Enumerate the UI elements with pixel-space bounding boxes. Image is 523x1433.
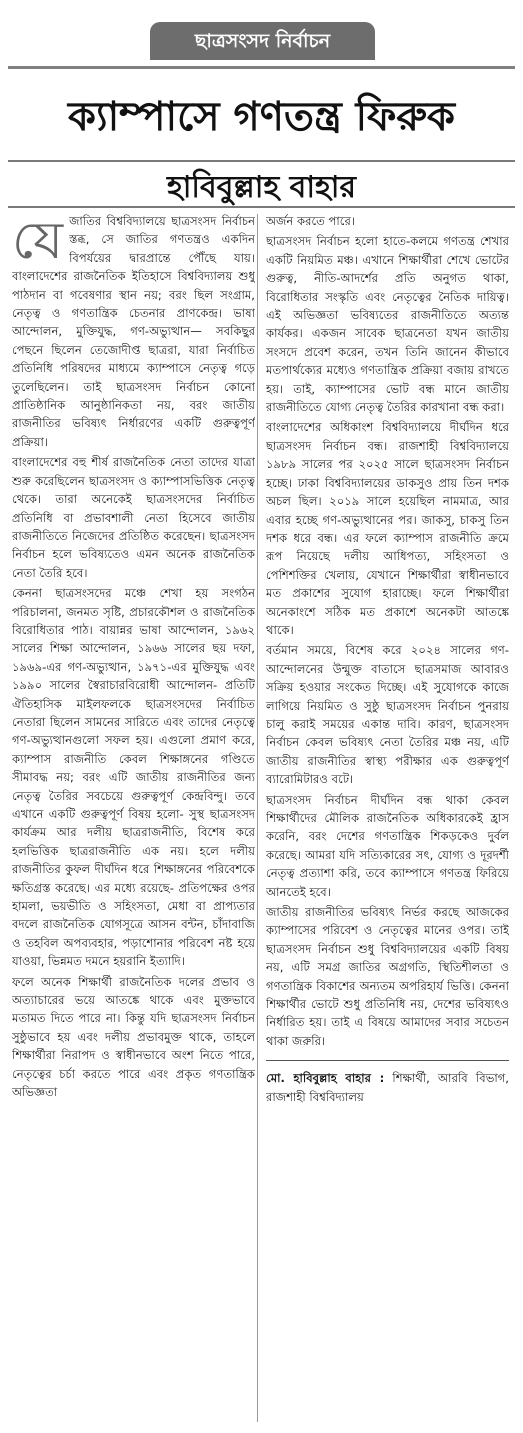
section-label: ছাত্রসংসদ নির্বাচন [150, 22, 375, 60]
headline-divider [8, 160, 515, 162]
left-column [12, 212, 255, 1427]
byline-divider [8, 206, 515, 208]
paragraph: বাংলাদেশের অধিকাংশ বিশ্ববিদ্যালয়ে দীর্ঘদিন ধরে ছাত্রসংসদ নির্বাচন বন্ধ। রাজশাহী বিশ্ববিদ্যালয়ে ১৯৮৯ সালের পর ২০২৫ সালে ছাত্রসংসদ নির্বাচন হচ্ছে। ঢাকা বিশ্ববিদ্যালয়ের ডাকসুও প্রায় তিন দশক অচল ছিল। ২০১৯ সালে হয়েছিল নামমাত্র, আর এবার হচ্ছে গণ-অভ্যুত্থানের পর। জাকসু, চাকসু তিন দশক ধরে বন্ধ। এর ফলে ক্যাম্পাস রাজনীতি ক্রমে রূপ নিয়েছে দলীয় আধিপত্য, সহিংসতা ও পেশিশক্তির খেলায়, যেখানে শিক্ষার্থীরা স্বাধীনভাবে মত প্রকাশের সুযোগ হারাচ্ছে। ফলে শিক্ষার্থীরা অনেকাংশে সঠিক মত প্রকাশে অনেকটা আতঙ্কে থাকে। [266, 420, 509, 637]
section-rule [8, 66, 515, 69]
paragraph: অর্জন করতে পারে। [266, 214, 355, 228]
paragraph: ছাত্রসংসদ নির্বাচন হলো হাতে-কলমে গণতন্ত্র শেখার একটি নিয়মিত মঞ্চ। এখানে শিক্ষার্থীরা শেখে ভোটের গুরুত্ব, নীতি-আদর্শের প্রতি অনুগত থাকা, বিরোধিতার সংস্কৃতি এবং নেতৃত্বের নৈতিক দায়িত্ব। এই অভিজ্ঞতা ভবিষ্যতের রাজনীতিতে অত্যন্ত কার্যকর। একজন সাবেক ছাত্রনেতা যখন জাতীয় সংসদে প্রবেশ করেন, তখন তিনি জানেন কীভাবে মতপার্থক্যের মধ্যেও গণতান্ত্রিক প্রক্রিয়া বজায় রাখতে হয়। তাই, ক্যাম্পাসের ভোট বন্ধ মানে জাতীয় রাজনীতিতে যোগ্য নেতৃত্ব তৈরির কারখানা বন্ধ করা। [266, 234, 509, 415]
author-note-name: মো. হাবিবুল্লাহ বাহার : [266, 1071, 385, 1086]
paragraph: ছাত্রসংসদ নির্বাচন দীর্ঘদিন বন্ধ থাকা কেবল শিক্ষার্থীদের মৌলিক রাজনৈতিক অধিকারকেই হ্রাস করেনি, বরং দেশের গণতান্ত্রিক শিকড়কেও দুর্বল করেছে। আমরা যদি সত্যিকারের সৎ, যোগ্য ও দূরদর্শী নেতৃত্ব প্রত্যাশা করি, তবে ক্যাম্পাসে গণতন্ত্র ফিরিয়ে আনতেই হবে। [266, 792, 509, 899]
paragraph: বর্তমান সময়ে, বিশেষ করে ২০২৪ সালের গণ-আন্দোলনের উন্মুক্ত বাতাসে ছাত্রসমাজ আবারও সক্রিয় হওয়ার সংকেত দিচ্ছে। এই সুযোগকে কাজে লাগিয়ে নিয়মিত ও সুষ্ঠু ছাত্রসংসদ নির্বাচন পুনরায় চালু করাই সময়ের একান্ত দাবি। কারণ, ছাত্রসংসদ নির্বাচন কেবল ভবিষ্যৎ নেতা তৈরির মঞ্চ নয়, এটি জাতীয় রাজনীতির স্বাস্থ্য পরীক্ষার এক গুরুত্বপূর্ণ ব্যারোমিটারও বটে। [266, 643, 509, 787]
paragraph: ফলে অনেক শিক্ষার্থী রাজনৈতিক দলের প্রভাব ও অত্যাচারের ভয়ে আতঙ্কে থাকে এবং মুক্তভাবে মতামত দিতে পারে না। কিন্তু যদি ছাত্রসংসদ নির্বাচন সুষ্ঠুভাবে হয় এবং দলীয় প্রভাবমুক্ত থাকে, তাহলে শিক্ষার্থীরা নিরাপদ ও স্বাধীনভাবে অংশ নিতে পারে, নেতৃত্বের চর্চা করতে পারে এবং প্রকৃত গণতান্ত্রিক অভিজ্ঞতা [12, 974, 255, 1100]
byline: হাবিবুল্লাহ বাহার [166, 170, 357, 205]
author-note-detail: শিক্ষার্থী, আরবি বিভাগ, রাজশাহী বিশ্ববিদ্যালয় [266, 1071, 509, 1104]
right-column [266, 212, 509, 1427]
paragraph: জাতির বিশ্ববিদ্যালয়ে ছাত্রসংসদ নির্বাচন স্তব্ধ, সে জাতির গণতন্ত্রও একদিন বিপর্যয়ের দ্বারপ্রান্তে পৌঁছে যায়। বাংলাদেশের রাজনৈতিক ইতিহাসে বিশ্ববিদ্যালয় শুধু পাঠদান বা গবেষণার স্থান নয়; বরং ছিল সংগ্রাম, নেতৃত্ব ও গণতান্ত্রিক চেতনার প্রাণকেন্দ্র। ভাষা আন্দোলন, মুক্তিযুদ্ধ, গণ-অভ্যুত্থান— সবকিছুর পেছনে ছিলেন তেজোদীপ্ত ছাত্ররা, যারা নির্বাচিত প্রতিনিধি পরিষদের মাধ্যমে ক্যাম্পাসে নেতৃত্ব গড়ে তুলেছিলেন। তাই ছাত্রসংসদ নির্বাচন কোনো প্রাতিষ্ঠানিক আনুষ্ঠানিকতা নয়, বরং জাতীয় রাজনীতির ভবিষ্যৎ নির্ধারণের একটি গুরুত্বপূর্ণ প্রক্রিয়া। [12, 214, 255, 449]
author-note [266, 1060, 509, 1106]
headline: ক্যাম্পাসে গণতন্ত্র ফিরুক [67, 93, 456, 140]
dropcap: যে [12, 212, 64, 271]
paragraph: জাতীয় রাজনীতির ভবিষ্যৎ নির্ভর করছে আজকের ক্যাম্পাসের পরিবেশ ও নেতৃত্বের মানের ওপর। তাই ছাত্রসংসদ নির্বাচন শুধু বিশ্ববিদ্যালয়ের একটি বিষয় নয়, এটি সমগ্র জাতির অগ্রগতি, স্থিতিশীলতা ও গণতান্ত্রিক বিকাশের অন্যতম অপরিহার্য ভিত্তি। কেননা শিক্ষার্থীর ভোটে শুধু প্রতিনিধি নয়, দেশের ভবিষ্যৎও নির্ধারিত হয়। তাই এ বিষয়ে আমাদের সবার সচেতন থাকা জরুরি। [266, 905, 509, 1048]
column-divider [257, 214, 258, 1422]
paragraph: বাংলাদেশের বহু শীর্ষ রাজনৈতিক নেতা তাদের যাত্রা শুরু করেছিলেন ছাত্রসংসদ ও ক্যাম্পাসভিত্তিক নেতৃত্ব থেকে। তারা অনেকেই ছাত্রসংসদের নির্বাচিত প্রতিনিধি বা প্রভাবশালী নেতা হিসেবে জাতীয় রাজনীতিতে নিজেদের প্রতিষ্ঠিত করেছেন। ছাত্রসংসদ নির্বাচন হলে ভবিষ্যতেও এমন অনেক রাজনৈতিক নেতা তৈরি হবে। [12, 455, 255, 580]
paragraph: কেননা ছাত্রসংসদের মঞ্চে শেখা হয় সংগঠন পরিচালনা, জনমত সৃষ্টি, প্রচারকৌশল ও রাজনৈতিক বিরোধিতার পাঠ। বায়ান্নর ভাষা আন্দোলন, ১৯৬২ সালের শিক্ষা আন্দোলন, ১৯৬৬ সালের ছয় দফা, ১৯৬৯-এর গণ-অভ্যুত্থান, ১৯৭১-এর মুক্তিযুদ্ধ এবং ১৯৯০ সালের স্বৈরাচারবিরোধী আন্দোলন- প্রতিটি ঐতিহাসিক মাইলফলকে ছাত্রসংসদের নির্বাচিত নেতারা ছিলেন সামনের সারিতে এবং তাদের নেতৃত্বে গণ-অভ্যুত্থানগুলো সফল হয়। এগুলো প্রমাণ করে, ক্যাম্পাস রাজনীতি কেবল শিক্ষাঙ্গনের গণ্ডিতে সীমাবদ্ধ নয়; বরং এটি জাতীয় রাজনীতির জন্য নেতৃত্ব তৈরির সবচেয়ে গুরুত্বপূর্ণ কেন্দ্রবিন্দু। তবে এখানে একটি গুরুত্বপূর্ণ বিষয় হলো- সুস্থ ছাত্রসংসদ কার্যক্রম আর দলীয় ছাত্ররাজনীতি, বিশেষ করে হলভিত্তিক ছাত্ররাজনীতি এক নয়। হলে দলীয় রাজনীতির কুফল দীর্ঘদিন ধরে শিক্ষাঙ্গনের পরিবেশকে ক্ষতিগ্রস্ত করেছে। এর মধ্যে রয়েছে- প্রতিপক্ষের ওপর হামলা, ভয়ভীতি ও সহিংসতা, মেধা বা প্রাপ্যতার বদলে রাজনৈতিক যোগসূত্রে আসন বন্টন, চাঁদাবাজি ও তহবিল অপব্যবহার, পড়াশোনার পরিবেশ নষ্ট হয়ে যাওয়া, ভিন্নমত দমনে হয়রানি ইত্যাদি। [12, 586, 255, 969]
